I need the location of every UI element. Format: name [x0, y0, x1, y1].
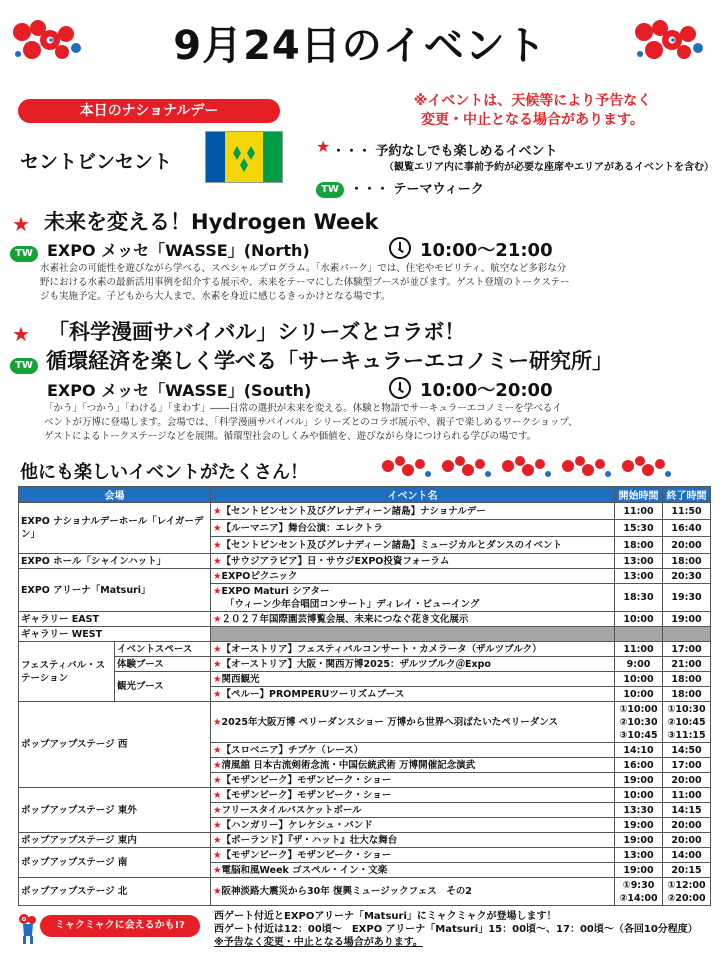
national-day-country: セントビンセント	[20, 151, 173, 173]
others-title: 他にも楽しいイベントがたくさん！	[20, 462, 308, 483]
feature1-tw-badge: TW	[10, 246, 38, 262]
header-event: イベント名	[211, 487, 615, 503]
table-row: ポップアップステージ 南 ★【モザンビーク】モザンビーク・ショー 13:00 14:00	[19, 848, 711, 863]
legend-tw-badge: TW	[316, 182, 344, 198]
feature1-time: 10:00～21:00	[420, 240, 553, 261]
table-row: EXPO ホール「シャインハット」 ★【サウジアラビア】日・サウジEXPO投資フォーラム 13:00 18:00	[19, 554, 711, 569]
event-cell: ★EXPO Maturi シアター 「ウィーン少年合唱団コンサート」ディレイ・ビューイング	[211, 584, 615, 612]
subvenue-cell: 体験ブース	[115, 657, 211, 672]
table-header	[19, 487, 711, 503]
page-title: 9月24日のイベント	[173, 23, 547, 69]
feature2-time: 10:00～20:00	[420, 380, 553, 401]
legend-tw-text: ・・・ テーマウィーク	[350, 182, 484, 197]
table-row: EXPO アリーナ「Matsuri」 ★EXPOピクニック 13:00 20:30	[19, 569, 711, 584]
feature1-venue: EXPO メッセ「WASSE」(North)	[47, 241, 310, 260]
table-row: 体験ブース ★【オーストリア】大阪・関西万博2025：ザルツブルク＠Expo 9:00 21:00	[19, 657, 711, 672]
subvenue-cell: 観光ブース	[115, 672, 211, 702]
table-row: フェスティバル・ステーション イベントスペース ★【オーストリア】フェスティバルコンサート・カメラータ（ザルツブルク） 11:00 17:00	[19, 642, 711, 657]
table-row: ★電脳和風Week ゴスペル・イン・文楽 19:00 20:15	[19, 863, 711, 878]
venue-cell: フェスティバル・ステーション	[19, 642, 115, 702]
table-row: ギャラリー EAST ★２０２７年国際園芸博覧会展、未来につなぐ花き文化展示 10:00 19:00	[19, 612, 711, 627]
myakumyaku-pill: ミャクミャクに会えるかも!?	[40, 915, 200, 937]
subvenue-cell: イベントスペース	[115, 642, 211, 657]
feature2-description: 「かう」「つかう」「わける」「まわす」――日常の選択が未来を変える。体験と物語でサーキュラーエコノミーを学べるイ ベントが万博に登場します。会場では、「科学漫画サバイバル」シリーズとのコラボ展示や、親子で楽しめるワークショップ、 ゲストによるトークステージなどを展開。循環型社会のしくみや価値を、遊びながら身につけられる学びの場です。	[44, 403, 578, 442]
event-cell: ★【モザンビーク】モザンビーク・ショー	[211, 788, 615, 803]
expo-logo-strip	[378, 452, 698, 482]
event-cell: ★【セントビンセント及びグレナディーン諸島】ミュージカルとダンスのイベント	[211, 537, 615, 554]
legend-star-icon: ★	[316, 137, 331, 156]
clock-icon	[389, 377, 411, 399]
myakumyaku-mascot-icon	[16, 912, 40, 946]
notice	[350, 92, 715, 130]
event-cell: ★阪神淡路大震災から30年 復興ミュージックフェス その2	[211, 878, 615, 906]
notice-line1: ※イベントは、天候等により予告なく	[413, 93, 652, 109]
event-cell: ★【モザンビーク】モザンビーク・ショー	[211, 773, 615, 788]
national-day-label: 本日のナショナルデー	[18, 99, 280, 123]
event-cell: ★【セントビンセント及びグレナディーン諸島】ナショナルデー	[211, 503, 615, 520]
header-venue: 会場	[19, 487, 211, 503]
event-cell: ★【ペルー】PROMPERUツーリズムブース	[211, 687, 615, 702]
venue-cell: ポップアップステージ 東内	[19, 833, 211, 848]
venue-cell: EXPO ホール「シャインハット」	[19, 554, 211, 569]
table-row: ★【ペルー】PROMPERUツーリズムブース 10:00 18:00	[19, 687, 711, 702]
event-cell: ★【ハンガリー】ケレケシュ・バンド	[211, 818, 615, 833]
feature1-star-icon: ★	[12, 212, 30, 236]
venue-cell: EXPO ナショナルデーホール「レイガーデン」	[19, 503, 211, 554]
feature2-title2: 循環経済を楽しく学べる「サーキュラーエコノミー研究所」	[46, 349, 613, 373]
feature2-tw-badge: TW	[10, 358, 38, 374]
venue-cell: ポップアップステージ 東外	[19, 788, 211, 833]
table-row	[19, 627, 711, 642]
event-cell: ★【スロベニア】チプケ（レース）	[211, 743, 615, 758]
event-cell: ★【ポーランド】『ザ・ハット』壮大な舞台	[211, 833, 615, 848]
event-cell: ★【オーストリア】フェスティバルコンサート・カメラータ（ザルツブルク）	[211, 642, 615, 657]
event-cell: ★フリースタイルバスケットボール	[211, 803, 615, 818]
feature1-description: 水素社会の可能性を遊びながら学べる、スペシャルプログラム。「水素パーク」では、住宅やモビリティ、航空など多彩な分 野における水素の最新活用事例を紹介する展示や、未来をテーマにした体験型ブースが並びます。ゲスト登壇のトークステー ジも実施予定。子どもから大人まで、水素を身近に感じるきっかけとなる場です。	[40, 263, 570, 302]
footer-notes: 西ゲート付近とEXPOアリーナ「Matsuri」にミャクミャクが登場します！ 西ゲート付近は12：00頃～ EXPO アリーナ「Matsuri」15：00頃～、17：00頃～（各回10分程度） ※予告なく変更・中止となる場合があります。	[214, 911, 698, 948]
venue-cell: ポップアップステージ 南	[19, 848, 211, 878]
event-cell: ★２０２７年国際園芸博覧会展、未来につなぐ花き文化展示	[211, 612, 615, 627]
table-row: ★【スロベニア】チプケ（レース） 14:10 14:50	[19, 743, 711, 758]
table-row: ★【セントビンセント及びグレナディーン諸島】ミュージカルとダンスのイベント 18:00 20:00	[19, 537, 711, 554]
table-row: 観光ブース ★関西観光 10:00 18:00	[19, 672, 711, 687]
table-row: ★EXPO Maturi シアター 「ウィーン少年合唱団コンサート」ディレイ・ビューイング 18:30 19:30	[19, 584, 711, 612]
feature1-title: 未来を変える！Hydrogen Week	[44, 210, 379, 234]
venue-cell: ポップアップステージ 北	[19, 878, 211, 906]
clock-icon	[389, 237, 411, 259]
header-start: 開始時間	[615, 487, 663, 503]
event-cell: ★EXPOピクニック	[211, 569, 615, 584]
venue-cell: ポップアップステージ 西	[19, 702, 211, 788]
legend-star-note: （観覧エリア内に事前予約が必要な座席やエリアがあるイベントを含む）	[384, 162, 714, 173]
feature2-venue: EXPO メッセ「WASSE」(South)	[47, 381, 312, 400]
venue-cell: EXPO アリーナ「Matsuri」	[19, 569, 211, 612]
notice-line2: 変更・中止となる場合があります。	[421, 112, 644, 128]
event-cell: ★関西観光	[211, 672, 615, 687]
table-row: ★【モザンビーク】モザンビーク・ショー 19:00 20:00	[19, 773, 711, 788]
table-row: ★【ハンガリー】ケレケシュ・バンド 19:00 20:00	[19, 818, 711, 833]
header-end: 終了時間	[663, 487, 711, 503]
table-row: ポップアップステージ 東内 ★【ポーランド】『ザ・ハット』壮大な舞台 19:00 20:00	[19, 833, 711, 848]
event-cell: ★清風舘 日本古流剣術念流・中国伝統武術 万博開催記念演武	[211, 758, 615, 773]
table-row: ポップアップステージ 東外 ★【モザンビーク】モザンビーク・ショー 10:00 11:00	[19, 788, 711, 803]
table-row: ポップアップステージ 西 ★2025年大阪万博 ペリーダンスショー 万博から世界へ羽ばたいたペリーダンス ①10:00 ②10:30 ③10:45 ①10:30 ②10:45 ③11:15	[19, 702, 711, 743]
venue-cell: ギャラリー WEST	[19, 627, 211, 642]
event-cell: ★【サウジアラビア】日・サウジEXPO投資フォーラム	[211, 554, 615, 569]
event-cell: ★【ルーマニア】舞台公演：エレクトラ	[211, 520, 615, 537]
venue-cell: ギャラリー EAST	[19, 612, 211, 627]
event-table	[18, 486, 711, 906]
legend-star-text: ・・・ 予約なしでも楽しめるイベント	[332, 144, 558, 159]
country-flag	[205, 131, 283, 183]
event-cell: ★2025年大阪万博 ペリーダンスショー 万博から世界へ羽ばたいたペリーダンス	[211, 702, 615, 743]
event-cell: ★【オーストリア】大阪・関西万博2025：ザルツブルク＠Expo	[211, 657, 615, 672]
table-row: ★清風舘 日本古流剣術念流・中国伝統武術 万博開催記念演武 16:00 17:00	[19, 758, 711, 773]
table-row: EXPO ナショナルデーホール「レイガーデン」 ★【セントビンセント及びグレナディーン諸島】ナショナルデー 11:00 11:50	[19, 503, 711, 520]
table-row: ★フリースタイルバスケットボール 13:30 14:15	[19, 803, 711, 818]
event-cell: ★電脳和風Week ゴスペル・イン・文楽	[211, 863, 615, 878]
feature2-star-icon: ★	[12, 322, 30, 346]
table-row: ★【ルーマニア】舞台公演：エレクトラ 15:30 16:40	[19, 520, 711, 537]
feature2-title1: 「科学漫画サバイバル」シリーズとコラボ！	[48, 320, 466, 344]
table-row: ポップアップステージ 北 ★阪神淡路大震災から30年 復興ミュージックフェス その2 ①9:30 ②14:00 ①12:00 ②20:00	[19, 878, 711, 906]
event-cell: ★【モザンビーク】モザンビーク・ショー	[211, 848, 615, 863]
